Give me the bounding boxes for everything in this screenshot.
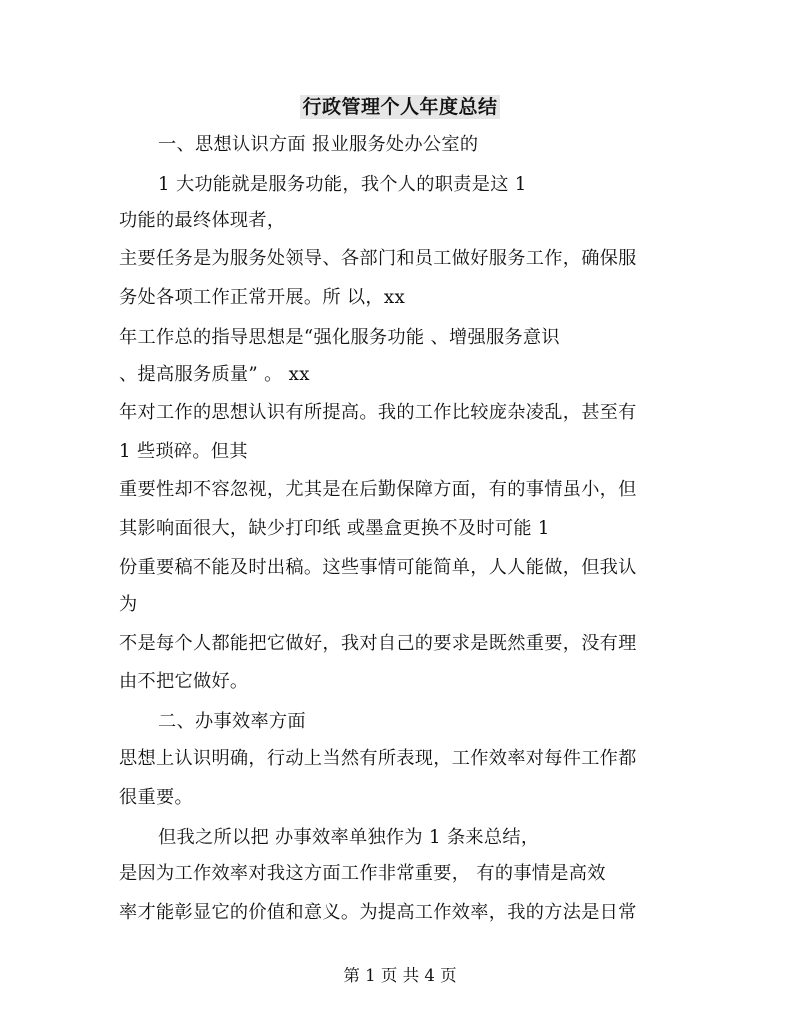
paragraph-line-6: 年工作总的指导思想是“强化服务功能 、增强服务意识 (119, 327, 560, 348)
paragraph-line-8: 年对工作的思想认识有所提高。我的工作比较庞杂凌乱，甚至有 (119, 402, 637, 423)
paragraph-line-21: 率才能彰显它的价值和意义。为提高工作效率，我的方法是日常 (119, 902, 637, 923)
document-title-text: 行政管理个人年度总结 (302, 96, 498, 118)
paragraph-line-17: 思想上认识明确，行动上当然有所表现，工作效率对每件工作都 (119, 748, 637, 769)
paragraph-line-19: 但我之所以把 办事效率单独作为 1 条来总结， (158, 827, 540, 848)
paragraph-line-10: 重要性却不容忽视，尤其是在后勤保障方面，有的事情虽小，但 (119, 479, 637, 500)
document-title (0, 93, 800, 121)
paragraph-line-12: 份重要稿不能及时出稿。这些事情可能简单，人人能做，但我认 (119, 557, 637, 578)
page-footer: 第 1 页 共 4 页 (343, 966, 457, 985)
paragraph-line-2: 1 大功能就是服务功能，我个人的职责是这 1 (158, 174, 527, 195)
paragraph-line-11: 其影响面很大，缺少打印纸 或墨盒更换不及时可能 1 (119, 518, 550, 539)
paragraph-line-13: 为 (119, 594, 138, 615)
section-heading-efficiency: 二、办事效率方面 (158, 711, 306, 732)
paragraph-line-7: 、提高服务质量” 。 xx (119, 364, 310, 385)
paragraph-line-14: 不是每个人都能把它做好，我对自己的要求是既然重要，没有理 (119, 633, 637, 654)
paragraph-line-15: 由不把它做好。 (119, 671, 249, 692)
paragraph-line-20: 是因为工作效率对我这方面工作非常重要， 有的事情是高效 (119, 863, 606, 884)
paragraph-line-4: 主要任务是为服务处领导、各部门和员工做好服务工作，确保服 (119, 248, 637, 269)
paragraph-line-18: 很重要。 (119, 787, 193, 808)
paragraph-line-9: 1 些琐碎。但其 (119, 441, 248, 462)
paragraph-line-3: 功能的最终体现者， (119, 210, 286, 231)
paragraph-line-1: 一、思想认识方面 报业服务处办公室的 (158, 134, 479, 155)
paragraph-line-5: 务处各项工作正常开展。所 以，xx (119, 287, 406, 308)
